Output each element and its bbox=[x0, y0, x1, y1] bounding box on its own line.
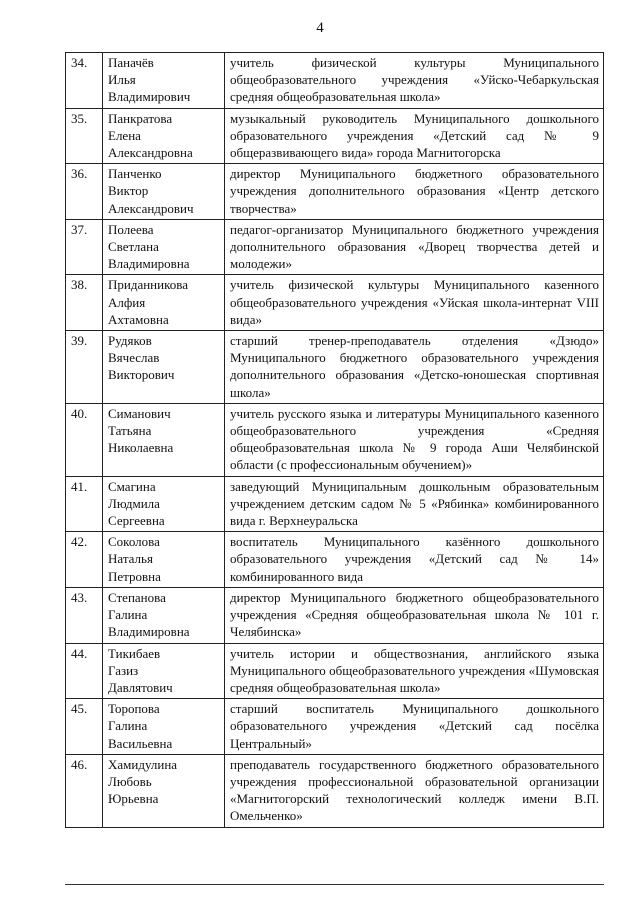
person-name-cell bbox=[103, 699, 225, 755]
row-number: 37. bbox=[66, 219, 103, 275]
position-description: учитель физической культуры Муниципального казенного общеобразовательного учреждения «Уйская школа-интернат VIII вида» bbox=[225, 275, 604, 331]
patronymic: Александровна bbox=[108, 145, 193, 161]
surname: Соколова bbox=[108, 534, 160, 550]
surname: Тикибаев bbox=[108, 645, 161, 661]
table-row bbox=[66, 532, 604, 588]
position-description: учитель истории и обществознания, английского языка Муниципального общеобразовательного учреждения «Шумовская средняя общеобразовательная школа» bbox=[225, 643, 604, 699]
table-row bbox=[66, 219, 604, 275]
given-name: Илья bbox=[108, 72, 136, 88]
page-number: 4 bbox=[316, 20, 324, 36]
patronymic: Владимировна bbox=[108, 256, 190, 272]
row-number: 46. bbox=[66, 754, 103, 827]
patronymic: Сергеевна bbox=[108, 513, 165, 529]
row-number: 43. bbox=[66, 587, 103, 643]
row-number: 35. bbox=[66, 108, 103, 164]
given-name: Алфия bbox=[108, 294, 146, 310]
position-description: учитель русского языка и литературы Муниципального казенного общеобразовательного учреждения «Средняя общеобразовательная школа № 9 города Аши Челябинской области (с профессиональным обучением)» bbox=[225, 403, 604, 476]
person-name-cell bbox=[103, 403, 225, 476]
surname: Симанович bbox=[108, 405, 171, 421]
row-number: 42. bbox=[66, 532, 103, 588]
position-description: педагог-организатор Муниципального бюджетного учреждения дополнительного образования «Дворец творчества детей и молодежи» bbox=[225, 219, 604, 275]
surname: Панченко bbox=[108, 166, 162, 182]
table-row bbox=[66, 476, 604, 532]
given-name: Елена bbox=[108, 127, 141, 143]
position-description: старший тренер-преподаватель отделения «Дзюдо» Муниципального бюджетного образовательного учреждения дополнительного образования «Детско-юношеская спортивная школа» bbox=[225, 331, 604, 404]
given-name: Светлана bbox=[108, 239, 159, 255]
patronymic: Петровна bbox=[108, 568, 161, 584]
surname: Рудяков bbox=[108, 333, 152, 349]
surname: Полеева bbox=[108, 221, 154, 237]
surname: Панкратова bbox=[108, 110, 173, 126]
position-description: директор Муниципального бюджетного общеобразовательного учреждения «Средняя общеобразовательная школа № 101 г. Челябинска» bbox=[225, 587, 604, 643]
position-description: старший воспитатель Муниципального дошкольного образовательного учреждения «Детский сад посёлка Центральный» bbox=[225, 699, 604, 755]
given-name: Газиз bbox=[108, 662, 139, 678]
table-row bbox=[66, 587, 604, 643]
patronymic: Александрович bbox=[108, 200, 194, 216]
person-name-cell bbox=[103, 587, 225, 643]
row-number: 40. bbox=[66, 403, 103, 476]
table-row bbox=[66, 275, 604, 331]
given-name: Вячеслав bbox=[108, 350, 160, 366]
given-name: Татьяна bbox=[108, 423, 152, 439]
row-number: 39. bbox=[66, 331, 103, 404]
patronymic: Юрьевна bbox=[108, 791, 159, 807]
row-number: 45. bbox=[66, 699, 103, 755]
patronymic: Давлятович bbox=[108, 679, 173, 695]
awardees-table bbox=[65, 52, 604, 828]
given-name: Людмила bbox=[108, 495, 160, 511]
patronymic: Ахтамовна bbox=[108, 311, 169, 327]
given-name: Виктор bbox=[108, 183, 149, 199]
table-row bbox=[66, 403, 604, 476]
position-description: учитель физической культуры Муниципального общеобразовательного учреждения «Уйско-Чебаркульская средняя общеобразовательная школа» bbox=[225, 53, 604, 109]
person-name-cell bbox=[103, 219, 225, 275]
surname: Торопова bbox=[108, 701, 160, 717]
row-number: 34. bbox=[66, 53, 103, 109]
patronymic: Васильевна bbox=[108, 735, 173, 751]
person-name-cell bbox=[103, 532, 225, 588]
table-row bbox=[66, 53, 604, 109]
person-name-cell bbox=[103, 476, 225, 532]
given-name: Любовь bbox=[108, 773, 152, 789]
person-name-cell bbox=[103, 53, 225, 109]
patronymic: Владимирович bbox=[108, 89, 191, 105]
row-number: 36. bbox=[66, 164, 103, 220]
given-name: Галина bbox=[108, 607, 148, 623]
person-name-cell bbox=[103, 643, 225, 699]
table-row bbox=[66, 164, 604, 220]
table-row bbox=[66, 699, 604, 755]
table-row bbox=[66, 643, 604, 699]
position-description: преподаватель государственного бюджетного образовательного учреждения профессиональной образовательной организации «Магнитогорский технологический колледж имени В.П. Омельченко» bbox=[225, 754, 604, 827]
surname: Смагина bbox=[108, 478, 156, 494]
surname: Хамидулина bbox=[108, 756, 178, 772]
person-name-cell bbox=[103, 164, 225, 220]
table-body bbox=[66, 53, 604, 828]
patronymic: Владимировна bbox=[108, 624, 190, 640]
surname: Приданникова bbox=[108, 277, 188, 293]
patronymic: Викторович bbox=[108, 367, 175, 383]
table-row bbox=[66, 754, 604, 827]
person-name-cell bbox=[103, 275, 225, 331]
position-description: заведующий Муниципальным дошкольным образовательным учреждением детским садом № 5 «Рябинка» комбинированного вида г. Верхнеуральска bbox=[225, 476, 604, 532]
position-description: директор Муниципального бюджетного образовательного учреждения дополнительного образования «Центр детского творчества» bbox=[225, 164, 604, 220]
surname: Паначёв bbox=[108, 55, 154, 70]
table-row bbox=[66, 108, 604, 164]
patronymic: Николаевна bbox=[108, 440, 174, 456]
row-number: 44. bbox=[66, 643, 103, 699]
given-name: Галина bbox=[108, 718, 148, 734]
given-name: Наталья bbox=[108, 551, 153, 567]
footer-rule bbox=[65, 884, 604, 885]
position-description: воспитатель Муниципального казённого дошкольного образовательного учреждения «Детский сад № 14» комбинированного вида bbox=[225, 532, 604, 588]
person-name-cell bbox=[103, 754, 225, 827]
surname: Степанова bbox=[108, 589, 166, 605]
person-name-cell bbox=[103, 331, 225, 404]
row-number: 41. bbox=[66, 476, 103, 532]
row-number: 38. bbox=[66, 275, 103, 331]
person-name-cell bbox=[103, 108, 225, 164]
position-description: музыкальный руководитель Муниципального дошкольного образовательного учреждения «Детский сад № 9 общеразвивающего вида» города Магнитогорска bbox=[225, 108, 604, 164]
table-row bbox=[66, 331, 604, 404]
